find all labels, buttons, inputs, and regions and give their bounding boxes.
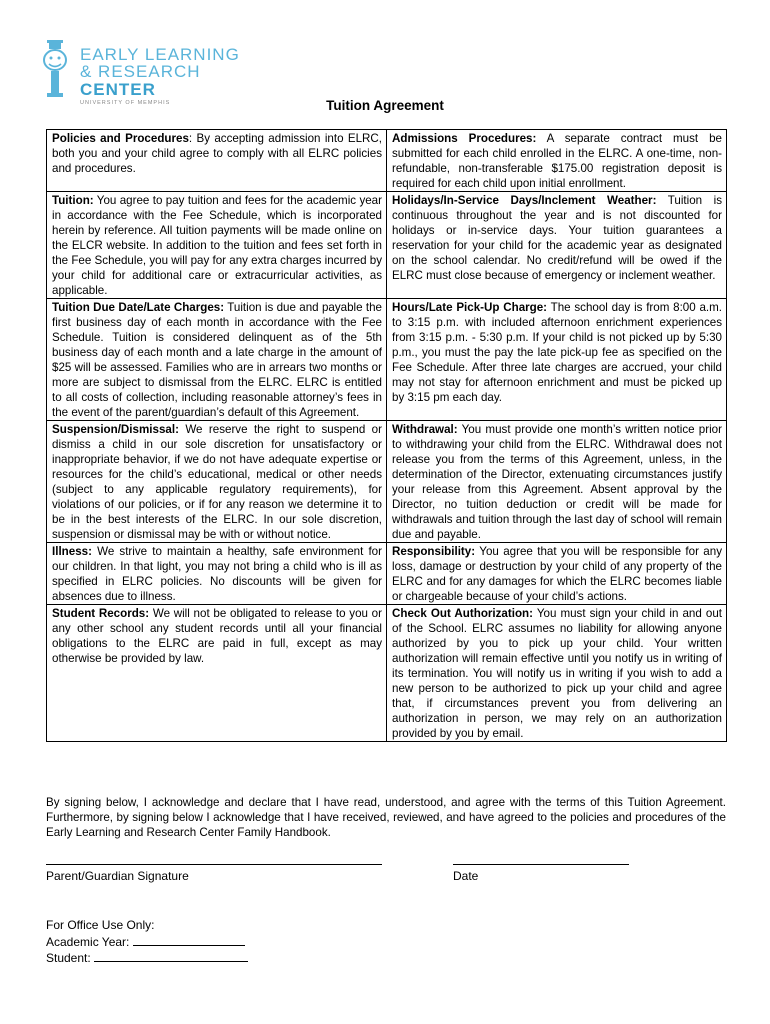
signature-line[interactable]: [46, 864, 382, 865]
policy-cell: [47, 421, 387, 543]
date-line[interactable]: [453, 864, 629, 865]
office-use-section: [46, 918, 248, 967]
policy-body: Tuition is continuous throughout the year and is not discounted for holidays or in-service days. Your tuition guarantees a reservation for your child for the academic year as designated on the school calendar. No credit/refund will be owed if the ELRC must close because of emergency or inclement weather.: [392, 194, 723, 282]
policy-body: You agree to pay tuition and fees for the academic year in accordance with the Fee Schedule, which is incorporated herein by reference. All tuition payments will be made online on the ELCR website. In addition to the tuition and fees set forth in the Fee Schedule, you will pay for any extra charges incurred by your child for additional care or extracurricular activities, as applicable.: [52, 194, 382, 297]
logo-line-3: UNIVERSITY OF MEMPHIS: [80, 100, 171, 106]
policy-heading: Suspension/Dismissal:: [52, 423, 179, 436]
policy-row: [47, 421, 727, 543]
elrc-logo: [40, 40, 260, 106]
policy-body: By accepting admission into ELRC, both you and your child agree to comply with all ELRC policies and procedures.: [52, 132, 382, 175]
policy-heading: Holidays/In-Service Days/Inclement Weather:: [392, 194, 657, 207]
policy-body: We reserve the right to suspend or dismiss a child in our sole discretion for unsatisfactory or inappropriate behavior, if we do not have adequate expertise or resources for the child’s educational, medical or other needs (subject to any applicable regulatory requirements), for violations of our policies, or if for any reason we determine it to be in the best interests of the ELRC. In our sole discretion, suspension or dismissal may be with or without notice.: [52, 423, 382, 541]
policy-cell: [387, 130, 727, 192]
policy-row: [47, 543, 727, 605]
office-use-heading: For Office Use Only:: [46, 918, 155, 932]
page-title: Tuition Agreement: [326, 98, 444, 113]
policy-table: [46, 129, 727, 742]
policy-heading: Illness:: [52, 545, 92, 558]
policy-cell: [387, 299, 727, 421]
policy-row: [47, 130, 727, 192]
policy-heading: Tuition:: [52, 194, 94, 207]
policy-cell: [387, 421, 727, 543]
policy-body: You must provide one month’s written notice prior to withdrawing your child from the ELRC. Withdrawal does not release you from the terms of this Agreement, unless, in the determination of the Director, extenuating circumstances justify your release from this Agreement. Absent approval by the Director, no tuition deduction or credit will be made for withdrawals and tuition through the last day of school will remain due and payable.: [392, 423, 722, 541]
policy-body: Tuition is due and payable the first business day of each month in accordance with the Fee Schedule. Tuition is considered delinquent as of the 5th business day of each month and a late charge in the amount of $25 will be assessed. Families who are in arrears two months or more are subject to dismissal from the ELRC. ELRC is entitled to all costs of collection, including reasonable attorney’s fees in the event of the parent/guardian’s default of this Agreement.: [52, 301, 383, 419]
policy-cell: [47, 130, 387, 192]
policy-heading: Responsibility:: [392, 545, 476, 558]
policy-heading: Student Records:: [52, 607, 150, 620]
policy-heading: Admissions Procedures:: [392, 132, 537, 145]
policy-body: You agree that you will be responsible for any loss, damage or destruction by your child of any property of the ELRC and for any damages for which the ELRC becomes liable or chargeable because of your child’s actions.: [392, 545, 723, 603]
academic-year-row: [46, 934, 248, 951]
policy-heading: Hours/Late Pick-Up Charge:: [392, 301, 548, 314]
policy-cell: [387, 543, 727, 605]
policy-cell: [387, 192, 727, 299]
student-field[interactable]: [94, 950, 248, 962]
student-row: [46, 950, 248, 967]
policy-body: A separate contract must be submitted for each child enrolled in the ELRC. A one-time, non-refundable, non-transferable $175.00 registration deposit is required for each child upon initial enrollment.: [392, 132, 722, 190]
policy-heading: Withdrawal:: [392, 423, 458, 436]
policy-heading: Tuition Due Date/Late Charges:: [52, 301, 225, 314]
signature-label: Parent/Guardian Signature: [46, 869, 189, 883]
policy-cell: [47, 299, 387, 421]
policy-body: We strive to maintain a healthy, safe environment for our children. In that light, you may not bring a child who is ill as specified in ELRC policies. No discounts will be given for absences due to illness.: [52, 545, 382, 603]
logo-line-2: & RESEARCH CENTER: [80, 62, 201, 99]
policy-row: [47, 605, 727, 742]
policy-row: [47, 299, 727, 421]
heading-separator: :: [188, 132, 197, 145]
date-label: Date: [453, 869, 479, 883]
academic-year-field[interactable]: [133, 934, 245, 946]
student-label: Student:: [46, 951, 91, 965]
policy-cell: [47, 543, 387, 605]
policy-body: We will not be obligated to release to you or any other school any student records until all your financial obligations to the ELRC are paid in full, except as may otherwise be provided by law.: [52, 607, 382, 665]
policy-heading: Policies and Procedures: [52, 132, 189, 145]
policy-row: [47, 192, 727, 299]
policy-heading: Check Out Authorization:: [392, 607, 533, 620]
policy-body: The school day is from 8:00 a.m. to 3:15 p.m. with included afternoon enrichment experiences from 3:15 p.m. - 5:30 p.m. If your child is not picked up by 5:30 p.m., you must the pay the late pick-up fee as specified on the Fee Schedule. After three late charges are accrued, your child may not stay for afternoon enrichment and must be picked up by 3:15 pm each day.: [392, 301, 723, 404]
university-pillar-logo-icon: [40, 40, 70, 100]
policy-body: You must sign your child in and out of the School. ELRC assumes no liability for allowing anyone authorized by you to pick up your child. Your written authorization will remain effective until you notify us in writing of its termination. You will notify us in writing if you wish to add a new person to be authorized to pick up your child and agree that, if circumstances prevent you from delivering an authorization in person, we may rely on an authorization provided by you by email.: [392, 607, 722, 740]
policy-cell: [47, 192, 387, 299]
heading-separator: [536, 132, 546, 145]
policy-cell: [47, 605, 387, 742]
logo-line-1: EARLY LEARNING: [80, 45, 240, 64]
acknowledgment-text: By signing below, I acknowledge and declare that I have read, understood, and agree with the terms of this Tuition Agreement. Furthermore, by signing below I acknowledge that I have received, reviewed, and have agreed to the policies and procedures of the Early Learning and Research Center Family Handbook.: [46, 796, 726, 839]
heading-separator: [656, 194, 667, 207]
policy-cell: [387, 605, 727, 742]
academic-year-label: Academic Year:: [46, 934, 130, 949]
